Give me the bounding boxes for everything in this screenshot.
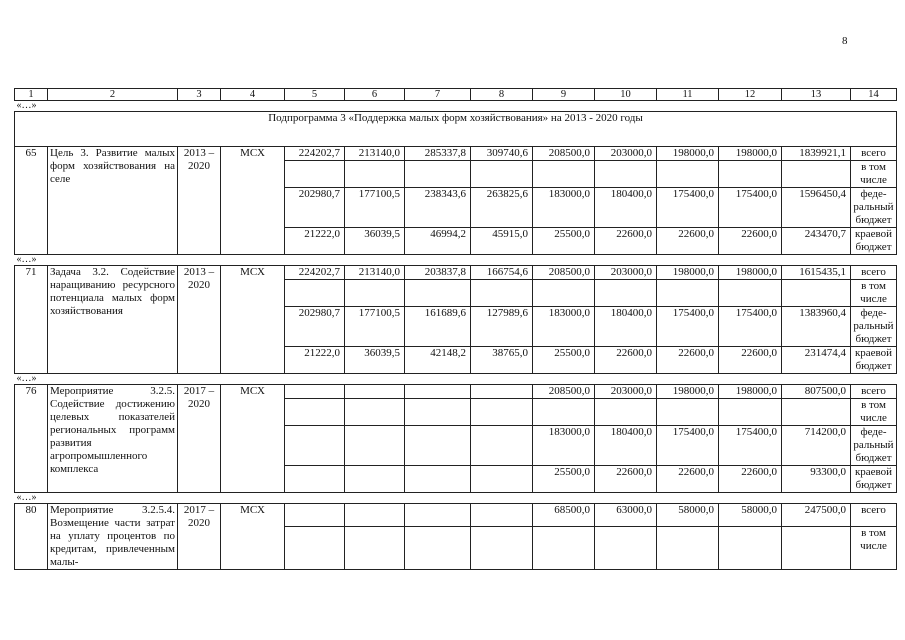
amount-cell: [345, 466, 405, 493]
subprogram-title: Подпрограмма 3 «Поддержка малых форм хозяйствования» на 2013 - 2020 годы: [15, 112, 897, 147]
funding-source: в том числе: [851, 161, 897, 188]
funding-source: в том числе: [851, 280, 897, 307]
funding-source: краевой бюджет: [851, 228, 897, 255]
column-number: 9: [533, 89, 595, 101]
amount-cell: 36039,5: [345, 228, 405, 255]
amount-cell: [595, 526, 657, 569]
column-number: 4: [221, 89, 285, 101]
amount-cell: 807500,0: [782, 385, 851, 399]
funding-source: краевой бюджет: [851, 466, 897, 493]
table-body: [15, 89, 897, 570]
funding-source: в том числе: [851, 399, 897, 426]
executor: МСХ: [221, 504, 285, 570]
ellipsis-row: [15, 374, 897, 385]
row-number: 80: [15, 504, 48, 570]
amount-cell: 208500,0: [533, 266, 595, 280]
amount-cell: [657, 280, 719, 307]
amount-cell: [405, 280, 471, 307]
row-number: 71: [15, 266, 48, 374]
amount-cell: 1383960,4: [782, 307, 851, 347]
amount-cell: 38765,0: [471, 347, 533, 374]
column-number: 10: [595, 89, 657, 101]
ellipsis-row: [15, 493, 897, 504]
amount-cell: [719, 399, 782, 426]
implementation-period: 2017 – 2020: [178, 504, 221, 570]
ellipsis-row: [15, 255, 897, 266]
executor: МСХ: [221, 385, 285, 493]
amount-cell: 203837,8: [405, 266, 471, 280]
amount-cell: 198000,0: [657, 147, 719, 161]
amount-cell: [719, 161, 782, 188]
amount-cell: [471, 280, 533, 307]
column-number-row: [15, 89, 897, 101]
amount-cell: 42148,2: [405, 347, 471, 374]
table-row: [15, 504, 897, 527]
amount-cell: 22600,0: [657, 228, 719, 255]
amount-cell: 22600,0: [595, 466, 657, 493]
amount-cell: [533, 399, 595, 426]
amount-cell: 198000,0: [657, 266, 719, 280]
amount-cell: 247500,0: [782, 504, 851, 527]
column-number: 1: [15, 89, 48, 101]
column-number: 11: [657, 89, 719, 101]
column-number: 14: [851, 89, 897, 101]
amount-cell: 243470,7: [782, 228, 851, 255]
amount-cell: 208500,0: [533, 385, 595, 399]
table-row: [15, 385, 897, 399]
amount-cell: [405, 399, 471, 426]
amount-cell: [533, 280, 595, 307]
subprogram-row: [15, 112, 897, 147]
amount-cell: 22600,0: [657, 466, 719, 493]
implementation-period: 2013 – 2020: [178, 147, 221, 255]
amount-cell: [285, 504, 345, 527]
amount-cell: [782, 161, 851, 188]
amount-cell: 25500,0: [533, 347, 595, 374]
ellipsis-marker: «…»: [15, 493, 897, 504]
amount-cell: [285, 280, 345, 307]
amount-cell: 177100,5: [345, 307, 405, 347]
funding-source: феде-ральный бюджет: [851, 426, 897, 466]
budget-table: [14, 88, 897, 570]
amount-cell: 127989,6: [471, 307, 533, 347]
amount-cell: 285337,8: [405, 147, 471, 161]
amount-cell: [533, 526, 595, 569]
amount-cell: [782, 399, 851, 426]
amount-cell: 203000,0: [595, 266, 657, 280]
page-number: 8: [842, 35, 848, 47]
amount-cell: 203000,0: [595, 147, 657, 161]
amount-cell: [595, 399, 657, 426]
amount-cell: 183000,0: [533, 307, 595, 347]
amount-cell: 1839921,1: [782, 147, 851, 161]
amount-cell: 175400,0: [657, 426, 719, 466]
funding-source: всего: [851, 266, 897, 280]
amount-cell: [471, 466, 533, 493]
amount-cell: [285, 466, 345, 493]
funding-source: всего: [851, 385, 897, 399]
funding-source: феде-ральный бюджет: [851, 307, 897, 347]
amount-cell: [285, 399, 345, 426]
executor: МСХ: [221, 266, 285, 374]
amount-cell: [285, 426, 345, 466]
amount-cell: [345, 526, 405, 569]
amount-cell: [782, 280, 851, 307]
amount-cell: [405, 161, 471, 188]
column-number: 8: [471, 89, 533, 101]
funding-source: краевой бюджет: [851, 347, 897, 374]
amount-cell: [345, 385, 405, 399]
amount-cell: 46994,2: [405, 228, 471, 255]
item-name: Цель 3. Развитие малых форм хозяйствования на селе: [48, 147, 178, 255]
amount-cell: 175400,0: [719, 307, 782, 347]
ellipsis-row: [15, 101, 897, 112]
amount-cell: 175400,0: [719, 188, 782, 228]
amount-cell: 22600,0: [719, 228, 782, 255]
amount-cell: [345, 399, 405, 426]
amount-cell: [595, 161, 657, 188]
amount-cell: [657, 526, 719, 569]
amount-cell: 714200,0: [782, 426, 851, 466]
amount-cell: 22600,0: [595, 228, 657, 255]
amount-cell: 22600,0: [719, 466, 782, 493]
column-number: 3: [178, 89, 221, 101]
amount-cell: 93300,0: [782, 466, 851, 493]
amount-cell: 202980,7: [285, 307, 345, 347]
amount-cell: [405, 504, 471, 527]
amount-cell: 175400,0: [719, 426, 782, 466]
amount-cell: 1596450,4: [782, 188, 851, 228]
amount-cell: 25500,0: [533, 466, 595, 493]
amount-cell: 224202,7: [285, 266, 345, 280]
column-number: 5: [285, 89, 345, 101]
amount-cell: 213140,0: [345, 147, 405, 161]
amount-cell: 224202,7: [285, 147, 345, 161]
ellipsis-marker: «…»: [15, 374, 897, 385]
executor: МСХ: [221, 147, 285, 255]
amount-cell: [405, 426, 471, 466]
amount-cell: [345, 280, 405, 307]
table-row: [15, 147, 897, 161]
column-number: 7: [405, 89, 471, 101]
amount-cell: 180400,0: [595, 426, 657, 466]
table-row: [15, 266, 897, 280]
amount-cell: 213140,0: [345, 266, 405, 280]
amount-cell: [657, 161, 719, 188]
column-number: 13: [782, 89, 851, 101]
amount-cell: 166754,6: [471, 266, 533, 280]
amount-cell: 180400,0: [595, 307, 657, 347]
amount-cell: 22600,0: [719, 347, 782, 374]
amount-cell: [285, 161, 345, 188]
amount-cell: [285, 526, 345, 569]
amount-cell: [345, 161, 405, 188]
column-number: 12: [719, 89, 782, 101]
funding-source: всего: [851, 147, 897, 161]
amount-cell: 198000,0: [657, 385, 719, 399]
amount-cell: [657, 399, 719, 426]
amount-cell: [405, 385, 471, 399]
amount-cell: [782, 526, 851, 569]
amount-cell: 36039,5: [345, 347, 405, 374]
amount-cell: [595, 280, 657, 307]
amount-cell: 183000,0: [533, 188, 595, 228]
funding-source: всего: [851, 504, 897, 527]
amount-cell: 175400,0: [657, 188, 719, 228]
amount-cell: [405, 526, 471, 569]
amount-cell: 161689,6: [405, 307, 471, 347]
amount-cell: [471, 526, 533, 569]
amount-cell: 198000,0: [719, 147, 782, 161]
amount-cell: 231474,4: [782, 347, 851, 374]
amount-cell: [719, 526, 782, 569]
implementation-period: 2013 – 2020: [178, 266, 221, 374]
funding-source: феде-ральный бюджет: [851, 188, 897, 228]
amount-cell: 180400,0: [595, 188, 657, 228]
amount-cell: 58000,0: [719, 504, 782, 527]
amount-cell: 198000,0: [719, 385, 782, 399]
amount-cell: 22600,0: [657, 347, 719, 374]
amount-cell: 208500,0: [533, 147, 595, 161]
amount-cell: [719, 280, 782, 307]
amount-cell: [345, 504, 405, 527]
amount-cell: 177100,5: [345, 188, 405, 228]
amount-cell: 25500,0: [533, 228, 595, 255]
amount-cell: [471, 399, 533, 426]
amount-cell: 183000,0: [533, 426, 595, 466]
implementation-period: 2017 – 2020: [178, 385, 221, 493]
amount-cell: [405, 466, 471, 493]
ellipsis-marker: «…»: [15, 101, 897, 112]
amount-cell: [533, 161, 595, 188]
amount-cell: 63000,0: [595, 504, 657, 527]
amount-cell: 263825,6: [471, 188, 533, 228]
amount-cell: [471, 385, 533, 399]
ellipsis-marker: «…»: [15, 255, 897, 266]
amount-cell: 22600,0: [595, 347, 657, 374]
funding-source: в том числе: [851, 526, 897, 569]
amount-cell: [345, 426, 405, 466]
column-number: 6: [345, 89, 405, 101]
amount-cell: 202980,7: [285, 188, 345, 228]
amount-cell: [471, 161, 533, 188]
item-name: Мероприятие 3.2.5. Содействие достижению целевых показателей региональных программ развития агропромышленного комплекса: [48, 385, 178, 493]
amount-cell: 58000,0: [657, 504, 719, 527]
amount-cell: 21222,0: [285, 228, 345, 255]
amount-cell: [471, 504, 533, 527]
amount-cell: 203000,0: [595, 385, 657, 399]
amount-cell: 68500,0: [533, 504, 595, 527]
amount-cell: [285, 385, 345, 399]
item-name: Задача 3.2. Содействие наращиванию ресурсного потенциала малых форм хозяйствования: [48, 266, 178, 374]
amount-cell: 1615435,1: [782, 266, 851, 280]
item-name: Мероприятие 3.2.5.4. Возмещение части затрат на уплату процентов по кредитам, привлеченным малы-: [48, 504, 178, 570]
amount-cell: 45915,0: [471, 228, 533, 255]
row-number: 76: [15, 385, 48, 493]
amount-cell: 309740,6: [471, 147, 533, 161]
amount-cell: 175400,0: [657, 307, 719, 347]
row-number: 65: [15, 147, 48, 255]
column-number: 2: [48, 89, 178, 101]
amount-cell: 238343,6: [405, 188, 471, 228]
amount-cell: 21222,0: [285, 347, 345, 374]
amount-cell: 198000,0: [719, 266, 782, 280]
amount-cell: [471, 426, 533, 466]
